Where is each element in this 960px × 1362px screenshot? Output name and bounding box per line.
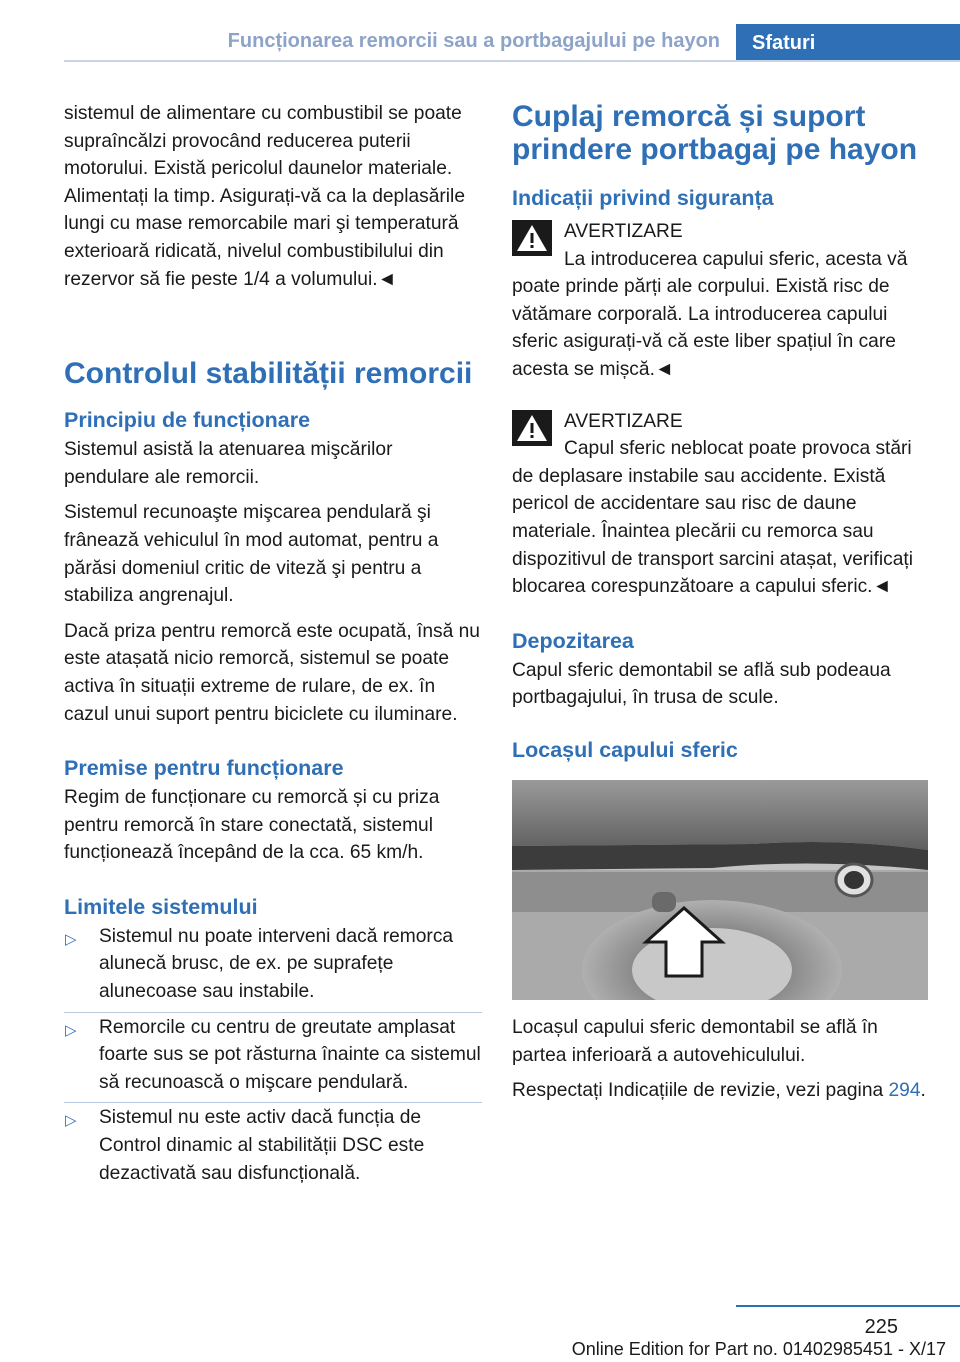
principle-paragraph-2: Sistemul recunoaşte mişcarea pendulară şi frânează vehiculul în mod automat, pentru a părăsi domeniul critic de viteză şi pentru a stabiliza angrenajul.: [64, 502, 439, 607]
list-item-text: Sistemul nu poate interveni dacă remorca alunecă brusc, de ex. pe suprafețe alunecoase sau instabile.: [99, 925, 454, 1003]
list-item: [64, 1014, 482, 1097]
list-separator: [64, 1012, 482, 1013]
warning-triangle-icon: [512, 220, 552, 256]
storage-paragraph: Capul sferic demontabil se află sub podeaua portbagajului, în trusa de scule.: [512, 659, 891, 709]
heading-premise: Premise pentru funcționare: [64, 756, 344, 781]
intro-paragraph: sistemul de alimentare cu combustibil se poate supraîncălzi provocând reducerea puterii motorului. Există pericolul daunelor materiale. Alimentați la timp. Asigurați-vă ca la deplasările lungi cu mase remorcabile mari şi temperatură exterioară ridicată, nivelul combustibilului din rezervor să fie peste 1/4 a volumului.◄: [64, 103, 465, 290]
left-column: [64, 100, 482, 1195]
heading-limits: Limitele sistemului: [64, 894, 258, 919]
hitch-location-photo: [512, 780, 928, 1000]
heading-storage: Depozitarea: [512, 628, 634, 653]
footer-divider: [736, 1305, 960, 1307]
list-item: [64, 1104, 482, 1187]
heading-location: Locașul capului sferic: [512, 737, 738, 762]
page-header: [64, 24, 960, 62]
edition-footer: Online Edition for Part no. 01402985451 - X/17: [571, 1339, 946, 1359]
right-column: [512, 100, 928, 1113]
page-link[interactable]: 294: [888, 1080, 921, 1102]
warning-label: AVERTIZARE: [564, 221, 683, 242]
list-item-text: Sistemul nu este activ dacă funcția de Control dinamic al stabilității DSC este dezactivată sau disfuncțională.: [99, 1107, 425, 1184]
principle-paragraph-1: Sistemul asistă la atenuarea mişcărilor pendulare ale remorcii.: [64, 439, 393, 488]
warning-box-2: [512, 408, 928, 601]
header-divider: [64, 60, 960, 62]
triangle-bullet-icon: ▷: [65, 1112, 77, 1130]
header-title: Funcționarea remorcii sau a portbagajului pe hayon: [227, 30, 720, 52]
location-paragraph-2: Respectați Indicațiile de revizie, vezi pagina 294.: [512, 1080, 926, 1102]
location-paragraph-1: Locașul capului sferic demontabil se află în partea inferioară a autovehiculului.: [512, 1016, 878, 1066]
section-title-hitch: Cuplaj remorcă și suport prindere portbagaj pe hayon: [512, 100, 918, 166]
list-item-text: Remorcile cu centru de greutate amplasat foarte sus se pot răsturna înainte ca sistemul să recunoască o mişcare pendulară.: [99, 1016, 481, 1093]
heading-safety: Indicații privind siguranța: [512, 186, 774, 210]
triangle-bullet-icon: ▷: [65, 930, 77, 948]
triangle-bullet-icon: ▷: [65, 1021, 77, 1039]
warning-label: AVERTIZARE: [564, 410, 683, 432]
section-title-stability: Controlul stabilității remorcii: [64, 357, 473, 391]
list-separator: [64, 1102, 482, 1103]
heading-principle: Principiu de funcționare: [64, 408, 311, 433]
warning-triangle-icon: [512, 410, 552, 446]
header-tab: Sfaturi: [736, 24, 960, 62]
warning-text: Capul sferic neblocat poate provoca stări de deplasare instabile sau accidente. Există pericol de accidentare sau risc de daune materiale. Înaintea plecării cu remorca sau dispozitivul de transport sarcini atașat, verificați blocarea corespunzătoare a capului sferic.◄: [512, 438, 913, 598]
list-item: [64, 923, 482, 1006]
limits-list: [64, 923, 482, 1187]
premise-paragraph: Regim de funcționare cu remorcă și cu priza pentru remorcă în stare conectată, sistemul funcționează începând de la cca. 65 km/h.: [64, 787, 440, 864]
warning-text: La introducerea capului sferic, acesta vă poate prinde părți ale corpului. Există risc de vătămare corporală. La introducerea capului sferic asigurați-vă că este liber spațiul în care acesta se mișcă.◄: [512, 248, 908, 380]
principle-paragraph-3: Dacă priza pentru remorcă este ocupată, însă nu este atașată nicio remorcă, sistemul se poate activa în situații extreme de rulare, de ex. în cazul unui suport pentru biciclete cu iluminare.: [64, 620, 480, 725]
warning-box-1: [512, 218, 928, 384]
page-number: 225: [864, 1316, 898, 1338]
